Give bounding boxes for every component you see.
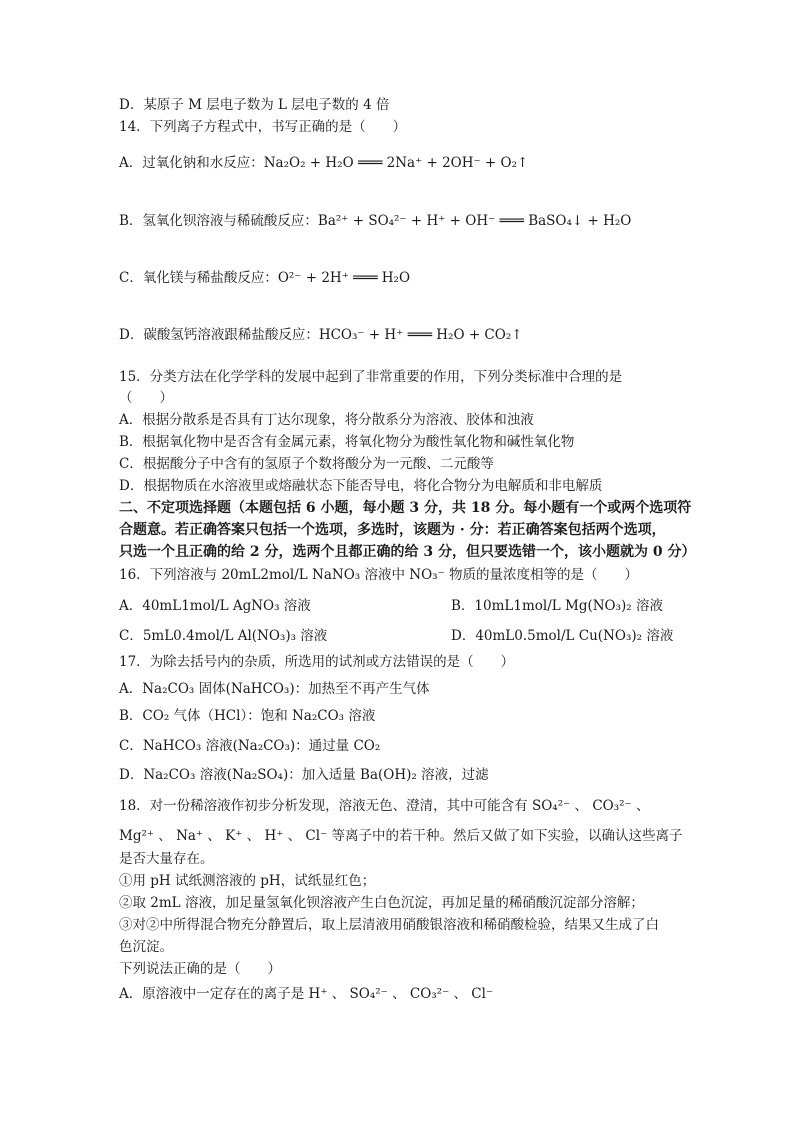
q14-option-a: A．过氧化钠和水反应：Na₂O₂ + H₂O ═══ 2Na⁺ + 2OH⁻ + O₂↑ (119, 155, 529, 171)
q17-option-b: B．CO₂ 气体（HCl）：饱和 Na₂CO₃ 溶液 (119, 708, 376, 724)
q18-option-a: A．原溶液中一定存在的离子是 H⁺ 、 SO₄²⁻ 、 CO₃²⁻ 、 Cl⁻ (119, 986, 494, 1002)
q14-option-b: B．氢氧化钡溶液与稀硫酸反应：Ba²⁺ + SO₄²⁻ + H⁺ + OH⁻ ═══ BaSO₄↓ + H₂O (119, 213, 632, 229)
question-18-line3: 是否大量存在。 (119, 851, 214, 867)
q15-option-a: A．根据分散系是否具有丁达尔现象，将分散系分为溶液、胶体和浊液 (119, 412, 534, 428)
section-heading-3: 只选一个且正确的给 2 分，选两个且都正确的给 3 分，但只要选错一个，该小题就为 0 分） (119, 544, 696, 560)
question-16: 16．下列溶液与 20mL2mol/L NaNO₃ 溶液中 NO₃⁻ 物质的量浓度相等的是（ ） (119, 567, 638, 583)
q16-option-b: B．10mL1mol/L Mg(NO₃)₂ 溶液 (451, 598, 663, 614)
question-18: 18．对一份稀溶液作初步分析发现，溶液无色、澄清，其中可能含有 SO₄²⁻ 、 CO₃²⁻ 、 (119, 798, 650, 814)
question-15-paren: （ ） (119, 390, 173, 406)
question-17: 17．为除去括号内的杂质，所选用的试剂或方法错误的是（ ） (119, 654, 515, 670)
q16-option-c: C．5mL0.4mol/L Al(NO₃)₃ 溶液 (119, 628, 328, 644)
q18-step-3-cont: 色沉淀。 (119, 939, 173, 955)
q17-option-a: A．Na₂CO₃ 固体(NaHCO₃)：加热至不再产生气体 (119, 681, 430, 697)
q18-step-1: ①用 pH 试纸测溶液的 pH，试纸显红色； (119, 873, 376, 889)
q16-option-d: D．40mL0.5mol/L Cu(NO₃)₂ 溶液 (451, 628, 674, 644)
q18-step-2: ②取 2mL 溶液，加足量氢氧化钡溶液产生白色沉淀，再加足量的稀硝酸沉淀部分溶解； (119, 895, 644, 911)
q15-option-b: B．根据氧化物中是否含有金属元素，将氧化物分为酸性氧化物和碱性氧化物 (119, 434, 575, 450)
q14-option-c: C．氧化镁与稀盐酸反应：O²⁻ + 2H⁺ ═══ H₂O (119, 270, 411, 286)
option-d-q13: D．某原子 M 层电子数为 L 层电子数的 4 倍 (119, 97, 390, 113)
q17-option-d: D．Na₂CO₃ 溶液(Na₂SO₄)：加入适量 Ba(OH)₂ 溶液，过滤 (119, 767, 489, 783)
section-heading-2: 合题意。若正确答案只包括一个选项，多选时，该题为 · 分：若正确答案包括两个选项， (119, 522, 666, 538)
q15-option-c: C．根据酸分子中含有的氢原子个数将酸分为一元酸、二元酸等 (119, 456, 494, 472)
q16-option-a: A．40mL1mol/L AgNO₃ 溶液 (119, 598, 311, 614)
section-heading-1: 二、不定项选择题（本题包括 6 小题，每小题 3 分，共 18 分。每小题有一个或两个选项符 (119, 500, 692, 516)
q17-option-c: C．NaHCO₃ 溶液(Na₂CO₃)：通过量 CO₂ (119, 738, 381, 754)
q18-prompt: 下列说法正确的是（ ） (119, 961, 281, 977)
q14-option-d: D．碳酸氢钙溶液跟稀盐酸反应：HCO₃⁻ + H⁺ ═══ H₂O + CO₂↑ (119, 327, 523, 343)
question-18-line2: Mg²⁺ 、 Na⁺ 、 K⁺ 、 H⁺ 、 Cl⁻ 等离子中的若干种。然后又做了如下实验，以确认这些离子 (119, 828, 683, 844)
q15-option-d: D．根据物质在水溶液里或熔融状态下能否导电，将化合物分为电解质和非电解质 (119, 478, 603, 494)
question-14: 14．下列离子方程式中，书写正确的是（ ） (119, 119, 407, 135)
question-15: 15．分类方法在化学学科的发展中起到了非常重要的作用，下列分类标准中合理的是 (119, 369, 623, 385)
q18-step-3: ③对②中所得混合物充分静置后，取上层清液用硝酸银溶液和稀硝酸检验，结果又生成了白 (119, 917, 659, 933)
